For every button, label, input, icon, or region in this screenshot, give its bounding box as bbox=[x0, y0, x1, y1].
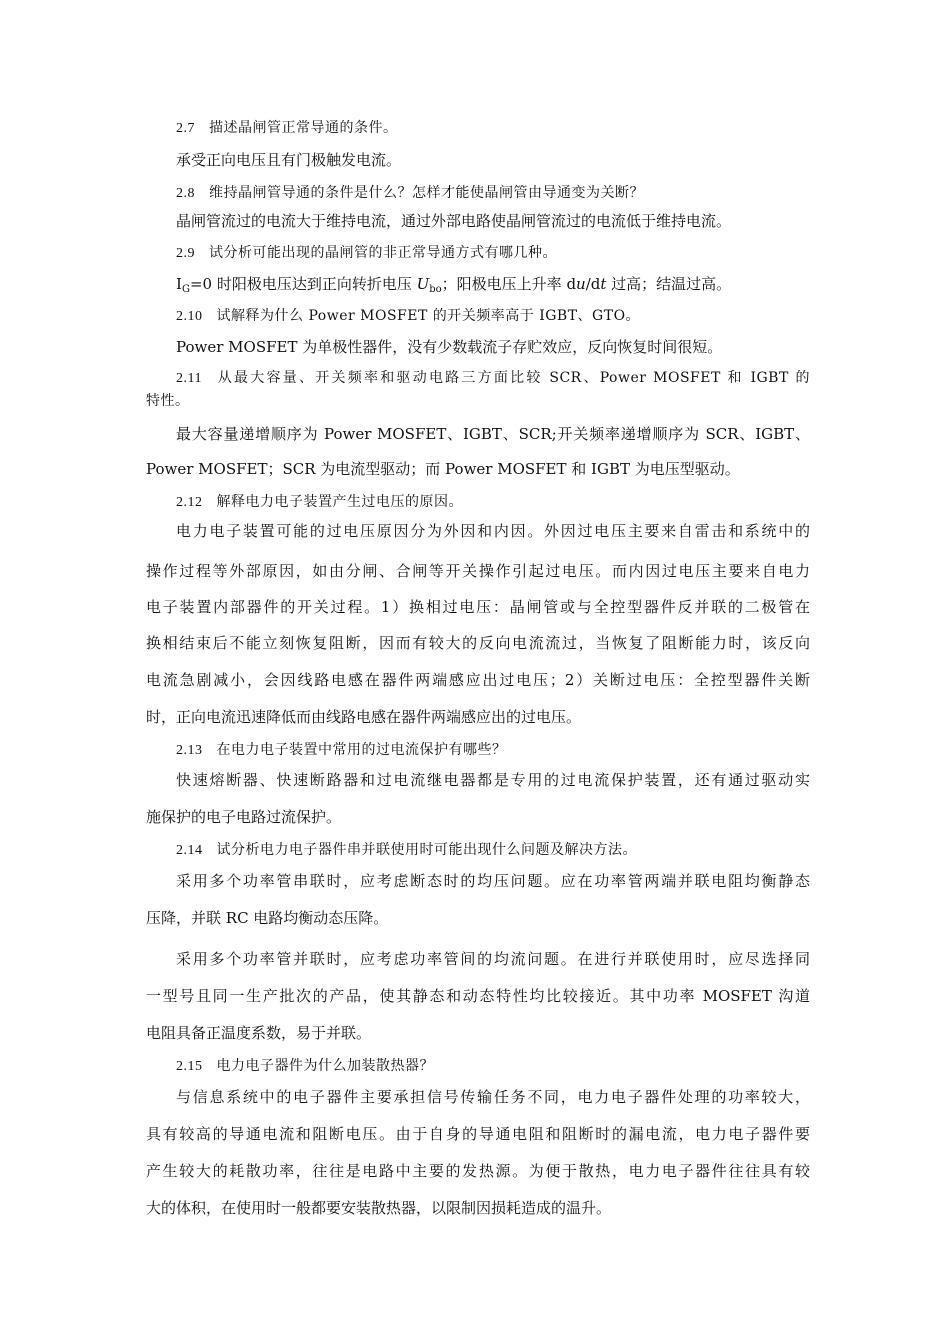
question-number: 2.14 bbox=[176, 843, 203, 858]
subscript-bo: bo bbox=[429, 284, 442, 295]
answer-2-14-line2: 压降，并联 RC 电路均衡动态压降。 bbox=[146, 909, 389, 927]
answer-2-10: Power MOSFET 为单极性器件，没有少数载流子存贮效应，反向恢复时间很短。 bbox=[176, 338, 723, 356]
answer-2-12-line1: 电力电子装置可能的过电压原因分为外因和内因。外因过电压主要来自雷击和系统中的 bbox=[176, 522, 810, 540]
question-text: 解释电力电子装置产生过电压的原因。 bbox=[216, 494, 463, 510]
symbol-u: U bbox=[416, 275, 430, 293]
answer-2-12-line2: 操作过程等外部原因，如由分闸、合闸等开关操作引起过电压。而内因过电压主要来自电力 bbox=[146, 562, 810, 580]
question-number: 2.11 bbox=[176, 371, 202, 386]
answer-2-12-line6: 时，正向电流迅速降低而由线路电感在器件两端感应出的过电压。 bbox=[146, 708, 582, 726]
question-text: 维持晶闸管导通的条件是什么？怎样才能使晶闸管由导通变为关断？ bbox=[209, 185, 644, 201]
question-number: 2.12 bbox=[176, 495, 203, 510]
answer-text: 过高；结温过高。 bbox=[606, 275, 732, 293]
symbol-t-italic: t bbox=[600, 275, 607, 293]
question-2-11 bbox=[176, 368, 810, 389]
answer-2-11-line2: Power MOSFET；SCR 为电流型驱动；而 Power MOSFET 和 IGBT 为电压型驱动。 bbox=[146, 460, 740, 478]
question-text: 试解释为什么 Power MOSFET 的开关频率高于 IGBT、GTO。 bbox=[216, 308, 641, 324]
question-text: 试分析可能出现的晶闸管的非正常导通方式有哪几种。 bbox=[209, 245, 557, 261]
question-number: 2.15 bbox=[176, 1059, 203, 1074]
answer-2-15-line1: 与信息系统中的电子器件主要承担信号传输任务不同，电力电子器件处理的功率较大， bbox=[176, 1088, 810, 1106]
question-number: 2.7 bbox=[176, 121, 195, 136]
question-number: 2.8 bbox=[176, 186, 195, 201]
answer-text: =0 时阳极电压达到正向转折电压 bbox=[189, 275, 417, 293]
symbol-u-italic: u bbox=[576, 275, 586, 293]
question-text: 描述晶闸管正常导通的条件。 bbox=[209, 120, 398, 136]
answer-text: /d bbox=[585, 275, 601, 293]
answer-2-13-line2: 施保护的电子电路过流保护。 bbox=[146, 808, 342, 826]
answer-2-9 bbox=[176, 274, 810, 294]
question-text: 从最大容量、开关频率和驱动电路三方面比较 SCR、Power MOSFET 和 IGBT 的 bbox=[215, 370, 810, 386]
question-2-14 bbox=[176, 840, 810, 861]
question-text: 试分析电力电子器件串并联使用时可能出现什么问题及解决方法。 bbox=[216, 842, 637, 858]
answer-2-14-line3: 采用多个功率管并联时，应考虑功率管间的均流问题。在进行并联使用时，应尽选择同 bbox=[176, 950, 810, 968]
answer-2-12-line5: 电流急剧减小，会因线路电感在器件两端感应出过电压；2）关断过电压：全控型器件关断 bbox=[146, 671, 810, 689]
answer-text: ；阳极电压上升率 d bbox=[441, 275, 577, 293]
question-number: 2.13 bbox=[176, 743, 203, 758]
answer-2-7: 承受正向电压且有门极触发电流。 bbox=[176, 151, 402, 169]
answer-2-12-line4: 换相结束后不能立刻恢复阻断，因而有较大的反向电流流过，当恢复了阻断能力时，该反向 bbox=[146, 634, 810, 652]
answer-2-14-line5: 电阻具备正温度系数，易于并联。 bbox=[146, 1024, 372, 1042]
answer-2-14-line4: 一型号且同一生产批次的产品，使其静态和动态特性均比较接近。其中功率 MOSFET 沟道 bbox=[146, 987, 810, 1005]
answer-2-14-line1: 采用多个功率管串联时，应考虑断态时的均压问题。应在功率管两端并联电阻均衡静态 bbox=[176, 872, 810, 890]
answer-2-12-line3: 电子装置内部器件的开关过程。1）换相过电压：晶闸管或与全控型器件反并联的二极管在 bbox=[146, 598, 810, 616]
subscript-g: G bbox=[181, 284, 190, 295]
answer-2-15-line4: 大的体积，在使用时一般都要安装散热器，以限制因损耗造成的温升。 bbox=[146, 1199, 612, 1217]
symbol-i: I bbox=[176, 275, 182, 293]
question-number: 2.9 bbox=[176, 246, 195, 261]
question-text: 电力电子器件为什么加装散热器？ bbox=[216, 1058, 434, 1074]
question-2-15 bbox=[176, 1056, 810, 1077]
question-2-8 bbox=[176, 183, 810, 204]
answer-2-15-line2: 具有较高的导通电流和阻断电压。由于自身的导通电阻和阻断时的漏电流，电力电子器件要 bbox=[146, 1125, 810, 1143]
question-2-9 bbox=[176, 243, 810, 264]
question-2-7 bbox=[176, 118, 810, 139]
question-2-10 bbox=[176, 306, 810, 327]
question-2-11-cont: 特性。 bbox=[146, 393, 190, 409]
answer-2-8: 晶闸管流过的电流大于维持电流，通过外部电路使晶闸管流过的电流低于维持电流。 bbox=[176, 212, 732, 230]
answer-2-15-line3: 产生较大的耗散功率，往往是电路中主要的发热源。为便于散热，电力电子器件往往具有较 bbox=[146, 1162, 810, 1180]
question-text: 在电力电子装置中常用的过电流保护有哪些？ bbox=[216, 742, 507, 758]
question-2-13 bbox=[176, 740, 810, 761]
question-number: 2.10 bbox=[176, 309, 203, 324]
answer-2-13-line1: 快速熔断器、快速断路器和过电流继电器都是专用的过电流保护装置，还有通过驱动实 bbox=[176, 771, 810, 789]
answer-2-11-line1: 最大容量递增顺序为 Power MOSFET、IGBT、SCR;开关频率递增顺序为 SCR、IGBT、 bbox=[176, 425, 810, 443]
question-2-12 bbox=[176, 492, 810, 513]
